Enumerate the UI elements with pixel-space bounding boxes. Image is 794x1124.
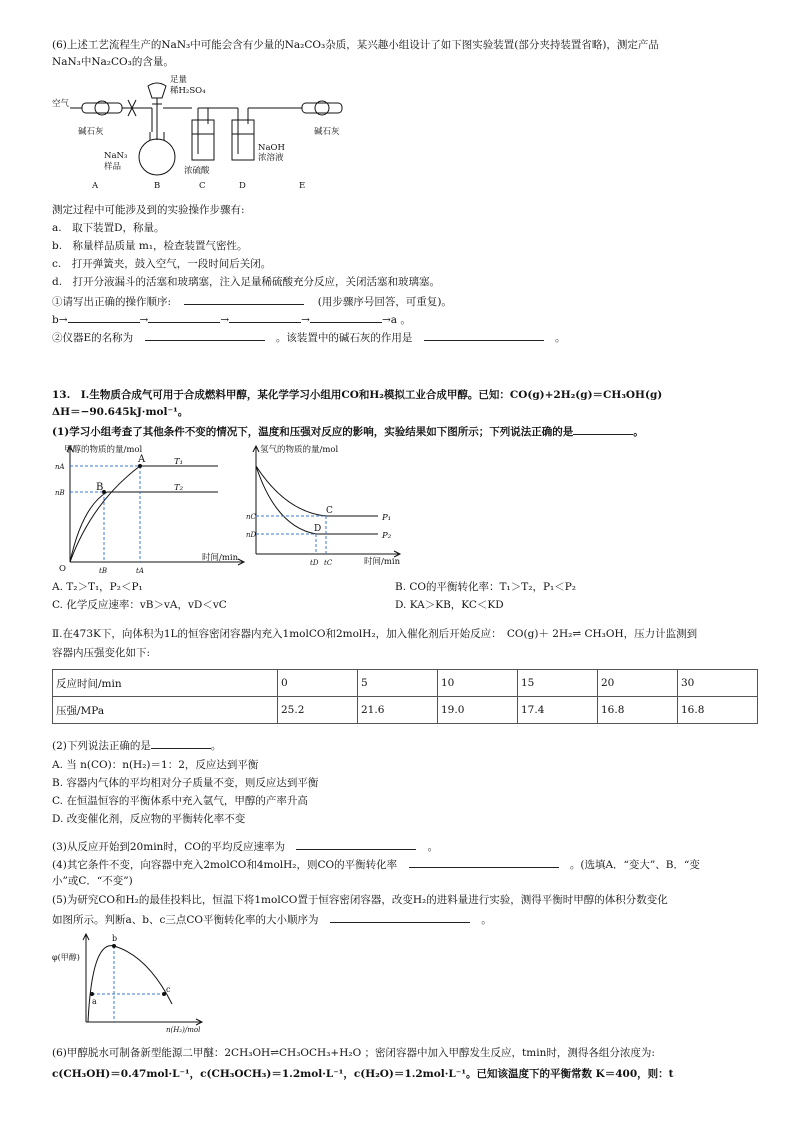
step-d: d. 打开分液漏斗的活塞和玻璃塞，注入足量稀硫酸充分反应，关闭活塞和玻璃塞。 [52, 276, 441, 288]
g3-point-c: c [166, 985, 171, 994]
g2-xtick-tc: tC [324, 559, 333, 567]
sequence-line [52, 311, 411, 327]
g1-ylabel: 甲醇的物质的量/mol [64, 445, 143, 455]
table-cell: 10 [438, 670, 518, 697]
q6b-line1: (6)甲醇脱水可制备新型能源二甲醚：2CH₃OH⇌CH₃OCH₃+H₂O ；密闭容器中加入甲醇发生反应，tmin时，测得各组分浓度为: [52, 1047, 655, 1059]
g2-xlabel: 时间/min [364, 557, 401, 567]
answer-blank-q2[interactable] [151, 737, 211, 749]
q6-sub1-text: ①请写出正确的操作顺序: [52, 296, 172, 308]
table-cell: 16.8 [598, 697, 678, 724]
table-row-pressure [53, 697, 758, 724]
label-naoh-1: NaOH [258, 143, 285, 153]
g1-xlabel: 时间/min [202, 553, 239, 563]
label-conc-h2so4: 浓硫酸 [184, 166, 210, 176]
pressure-table [52, 669, 758, 724]
step-a: a. 取下装置D，称量。 [52, 222, 165, 234]
q3-text: (3)从反应开始到20min时，CO的平均反应速率为 [52, 841, 285, 853]
q2-option-c[interactable]: C. 在恒温恒容的平衡体系中充入氩气，甲醇的产率升高 [52, 795, 308, 807]
q5-line2 [52, 911, 492, 927]
seq-arrow-2: → [220, 314, 230, 326]
q2-end: 。 [210, 740, 222, 752]
steps-intro: 测定过程中可能涉及到的实验操作步骤有: [52, 204, 245, 216]
table-cell: 30 [678, 670, 758, 697]
q5-line1: (5)为研究CO和H₂的最佳投料比，恒温下将1molCO置于恒容密闭容器，改变H₂的进料量进行实验，测得平衡时甲醇的体积分数变化 [52, 894, 668, 906]
label-a: A [92, 181, 99, 191]
part2-line2: 容器内压强变化如下: [52, 647, 151, 659]
seq-blank-3[interactable] [229, 311, 301, 323]
q6-sub1-note: (用步骤序号回答，可重复)。 [317, 296, 452, 308]
g2-point-d: D [314, 524, 322, 534]
graph-methanol-vs-time [52, 442, 257, 576]
table-cell: 21.6 [358, 697, 438, 724]
seq-arrow-1: → [139, 314, 149, 326]
g3-point-b: b [112, 934, 118, 943]
g1-origin: O [59, 564, 66, 574]
table-cell: 15 [518, 670, 598, 697]
g1-xtick-tb: tB [99, 567, 107, 575]
q4-text: (4)其它条件不变，向容器中充入2molCO和4molH₂，则CO的平衡转化率 [52, 859, 398, 871]
g1-xtick-ta: tA [136, 567, 144, 575]
table-cell: 20 [598, 670, 678, 697]
g1-ytick-nb: nB [55, 489, 65, 497]
label-sample-2: 样品 [104, 162, 122, 172]
q6-intro-line2: NaN₃中Na₂CO₃的含量。 [52, 56, 174, 68]
table-row-time [53, 670, 758, 697]
q13-q1 [52, 423, 644, 439]
table-cell: 25.2 [278, 697, 358, 724]
label-naoh-2: 浓溶液 [258, 153, 284, 163]
part2-line1: Ⅱ.在473K下，向体积为1L的恒容密闭容器内充入1molCO和2molH₂，加入催化剂后开始反应： CO(g)＋ 2H₂⇌ CH₃OH，压力计监测到 [52, 628, 698, 640]
q5-end: 。 [481, 914, 492, 926]
g2-ytick-nd: nD [246, 531, 257, 539]
label-sample-1: NaN₃ [104, 151, 128, 161]
q4-line1 [52, 856, 700, 872]
answer-blank-soda-lime[interactable] [424, 329, 544, 341]
seq-arrow-3: → [301, 314, 310, 326]
seq-blank-1[interactable] [68, 311, 140, 323]
table-cell: 0 [278, 670, 358, 697]
step-b: b. 称量样品质量 m₁，检查装置气密性。 [52, 240, 248, 252]
table-cell: 19.0 [438, 697, 518, 724]
seq-blank-2[interactable] [148, 311, 220, 323]
g2-ylabel: 氢气的物质的量/mol [260, 445, 339, 455]
q4-end: 。(选填A．“变大”、B．“变 [569, 859, 700, 871]
g2-curve-p1: P₁ [382, 513, 392, 523]
q13-line2: ΔH＝−90.645kJ·mol⁻¹。 [52, 406, 189, 418]
q1-option-c[interactable]: C. 化学反应速率：vB＞vA，vD＜vC [52, 599, 227, 611]
q6-sub2-end: 。 [555, 332, 566, 344]
g1-ytick-na: nA [55, 463, 65, 471]
q6b-line2: c(CH₃OH)＝0.47mol·L⁻¹，c(CH₃OCH₃)＝1.2mol·L⁻¹，c(H₂O)＝1.2mol·L⁻¹。已知该温度下的平衡常数 K＝400，则：t [52, 1068, 674, 1080]
answer-blank-order[interactable] [184, 293, 304, 305]
step-c: c. 打开弹簧夹，鼓入空气，一段时间后关闭。 [52, 258, 272, 270]
answer-blank-q3[interactable] [296, 838, 416, 850]
answer-blank-q5[interactable] [330, 911, 470, 923]
label-c: C [199, 181, 206, 191]
q13-q1-text: (1)学习小组考查了其他条件不变的情况下，温度和压强对反应的影响，实验结果如下图所示；下列说法正确的是 [52, 426, 574, 438]
graph-methanol-fraction [52, 930, 212, 1034]
q3-end: 。 [427, 841, 439, 853]
label-acid-1: 足量 [170, 75, 188, 85]
label-soda-lime-left: 碱石灰 [78, 127, 104, 137]
table-header-pressure: 压强/MPa [53, 697, 278, 724]
seq-end: →a 。 [381, 314, 411, 326]
table-cell: 16.8 [678, 697, 758, 724]
label-air: 空气 [52, 99, 70, 109]
label-soda-lime-right: 碱石灰 [314, 127, 340, 137]
q6-intro-line1: (6)上述工艺流程生产的NaN₃中可能会含有少量的Na₂CO₃杂质，某兴趣小组设计了如下图实验装置(部分夹持装置省略)，测定产品 [52, 39, 659, 51]
q6-sub2 [52, 329, 566, 345]
g2-curve-p2: P₂ [382, 531, 392, 541]
q2-option-b[interactable]: B. 容器内气体的平均相对分子质量不变，则反应达到平衡 [52, 777, 319, 789]
q5-text: 如图所示。判断a、b、c三点CO平衡转化率的大小顺序为 [52, 914, 319, 926]
q2-text: (2)下列说法正确的是 [52, 740, 151, 752]
label-e: E [299, 181, 306, 191]
q2-option-d[interactable]: D. 改变催化剂，反应物的平衡转化率不变 [52, 813, 246, 825]
q6-sub1 [52, 293, 452, 309]
q1-option-d[interactable]: D. KA＞KB，KC＜KD [395, 599, 504, 611]
q1-option-a[interactable]: A. T₂＞T₁，P₂＜P₁ [52, 581, 143, 593]
g2-xtick-td: tD [310, 559, 319, 567]
q13-line1: 13. Ⅰ.生物质合成气可用于合成燃料甲醇，某化学学习小组用CO和H₂模拟工业合成甲醇。已知：CO(g)+2H₂(g)＝CH₃OH(g) [52, 389, 663, 401]
seq-blank-4[interactable] [310, 311, 382, 323]
seq-start: b→ [52, 314, 68, 326]
table-cell: 17.4 [518, 697, 598, 724]
q6-sub2-text: ②仪器E的名称为 [52, 332, 134, 344]
label-b: B [154, 181, 161, 191]
g1-curve-t2: T₂ [174, 483, 184, 493]
g1-point-a: A [138, 454, 146, 465]
label-acid-2: 稀H₂SO₄ [170, 86, 206, 96]
q13-q1-end: 。 [633, 426, 644, 438]
answer-blank-q1[interactable] [573, 423, 633, 435]
g1-point-b: B [96, 482, 104, 493]
q1-option-b[interactable]: B. CO的平衡转化率：T₁＞T₂，P₁＜P₂ [395, 581, 577, 593]
g3-point-a: a [92, 997, 97, 1006]
g1-curve-t1: T₁ [174, 457, 184, 467]
table-header-time: 反应时间/min [53, 670, 278, 697]
q6-sub2-mid: 。该装置中的碱石灰的作用是 [275, 332, 413, 344]
answer-blank-q4[interactable] [409, 856, 559, 868]
table-cell: 5 [358, 670, 438, 697]
q3 [52, 838, 438, 854]
q4-line2: 小”或C．“不变”) [52, 875, 133, 887]
q2 [52, 737, 221, 753]
graph-hydrogen-vs-time [246, 442, 406, 576]
label-d: D [239, 181, 246, 191]
g3-xlabel: n(H₂)/mol [166, 1026, 201, 1034]
apparatus-diagram [52, 72, 392, 194]
g3-ylabel: φ(甲醇) [52, 953, 80, 962]
q2-option-a[interactable]: A. 当 n(CO)：n(H₂)＝1：2，反应达到平衡 [52, 759, 259, 771]
g2-point-c: C [326, 506, 333, 516]
g2-ytick-nc: nC [246, 513, 256, 521]
answer-blank-instrument[interactable] [145, 329, 265, 341]
